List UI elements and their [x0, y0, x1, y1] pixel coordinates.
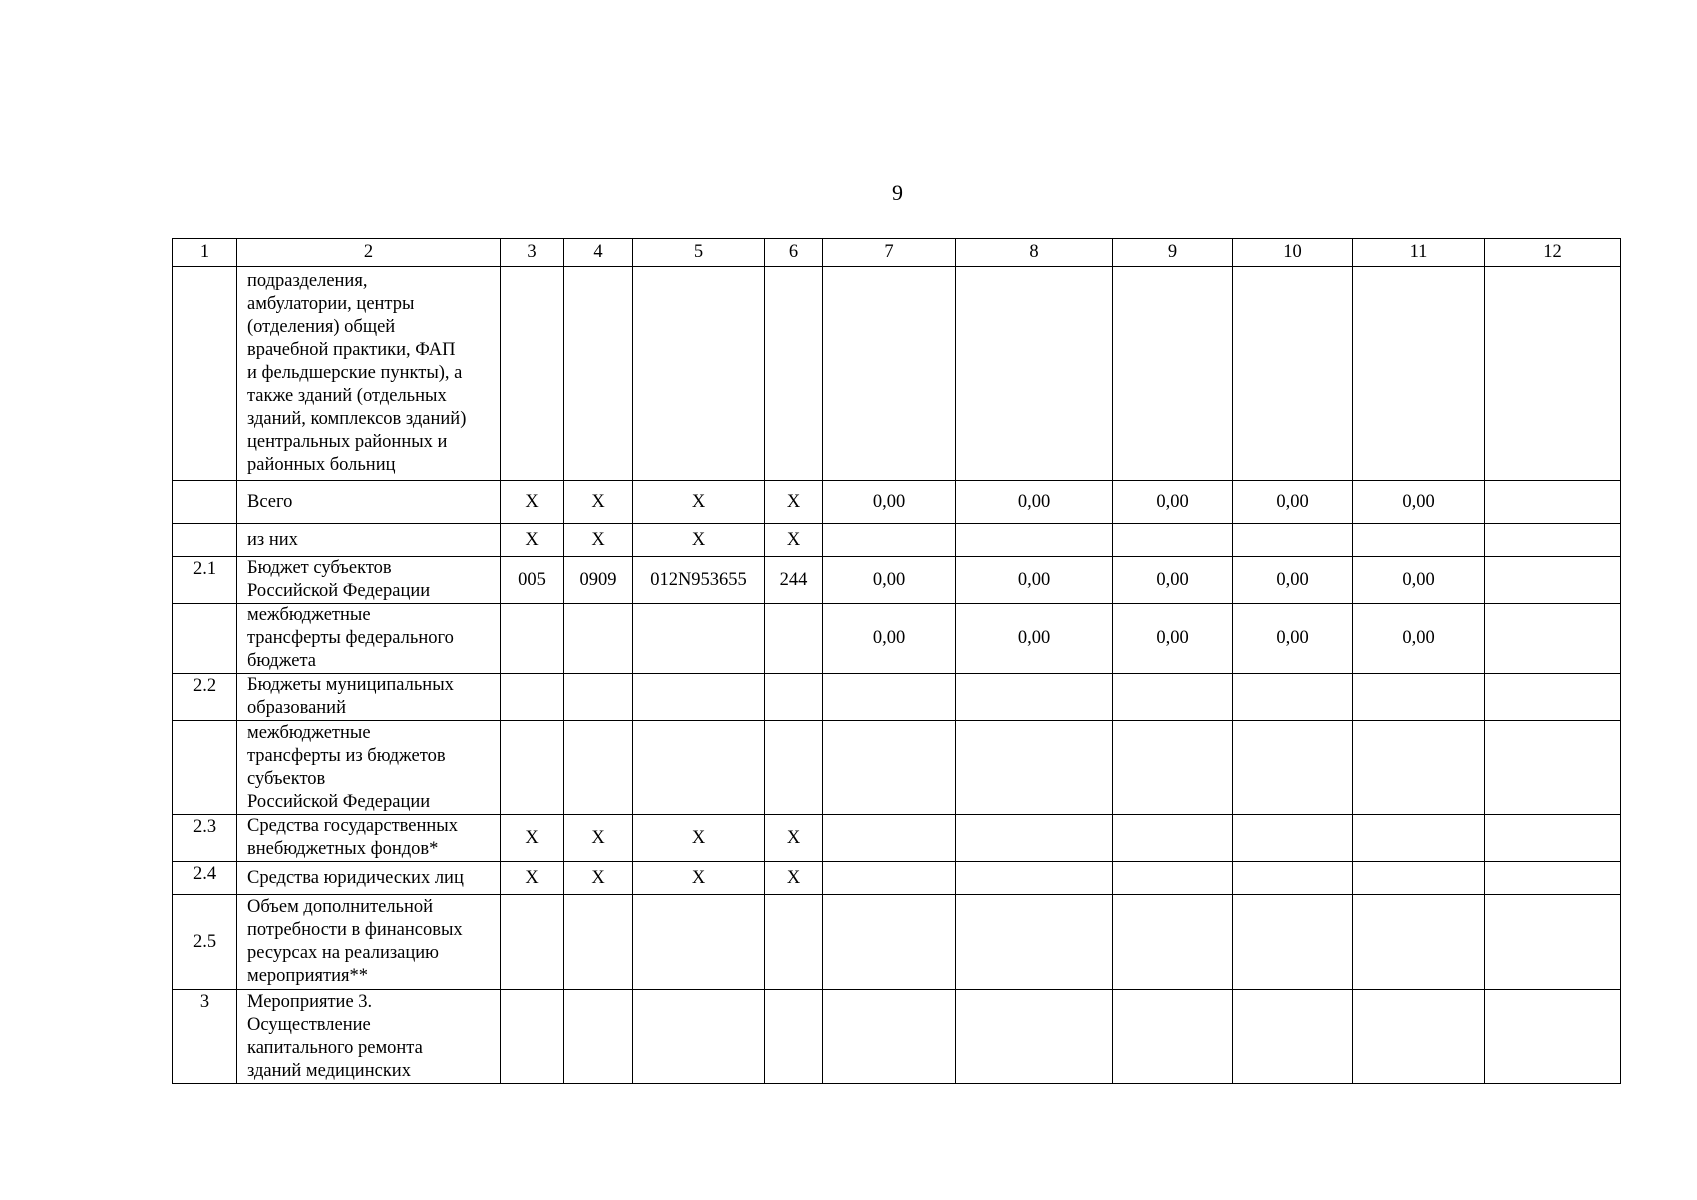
finance-table	[172, 238, 1621, 1084]
header-cell: 2	[237, 239, 501, 267]
table-row	[173, 721, 1621, 815]
value-cell-11: 0,00	[1353, 604, 1485, 674]
row-number-cell: 2.4	[173, 862, 237, 895]
value-cell-7	[823, 267, 956, 481]
value-cell-5: 012N953655	[633, 557, 765, 604]
value-cell-10	[1233, 990, 1353, 1084]
value-cell-10: 0,00	[1233, 481, 1353, 524]
value-cell-10	[1233, 267, 1353, 481]
value-cell-7: 0,00	[823, 557, 956, 604]
value-cell-10	[1233, 815, 1353, 862]
value-cell-9	[1113, 895, 1233, 990]
value-cell-8: 0,00	[956, 481, 1113, 524]
table-row	[173, 604, 1621, 674]
value-cell-6	[765, 674, 823, 721]
value-cell-12	[1485, 895, 1621, 990]
value-cell-3: 005	[501, 557, 564, 604]
value-cell-9	[1113, 862, 1233, 895]
value-cell-11	[1353, 895, 1485, 990]
value-cell-11	[1353, 815, 1485, 862]
value-cell-8	[956, 862, 1113, 895]
value-cell-9	[1113, 721, 1233, 815]
value-cell-6	[765, 267, 823, 481]
table-body	[173, 267, 1621, 1084]
value-cell-4	[564, 604, 633, 674]
row-number-cell: 2.2	[173, 674, 237, 721]
value-cell-3	[501, 895, 564, 990]
page-number: 9	[892, 180, 903, 205]
value-cell-5: X	[633, 481, 765, 524]
row-number-cell: 2.1	[173, 557, 237, 604]
value-cell-6: 244	[765, 557, 823, 604]
value-cell-5: X	[633, 815, 765, 862]
value-cell-7	[823, 862, 956, 895]
table-row	[173, 895, 1621, 990]
row-name-cell	[237, 481, 501, 524]
row-number-cell	[173, 604, 237, 674]
value-cell-11	[1353, 674, 1485, 721]
header-cell: 10	[1233, 239, 1353, 267]
value-cell-6: X	[765, 481, 823, 524]
value-cell-8	[956, 721, 1113, 815]
value-cell-10	[1233, 862, 1353, 895]
value-cell-7	[823, 815, 956, 862]
value-cell-3: X	[501, 815, 564, 862]
value-cell-11	[1353, 862, 1485, 895]
value-cell-9: 0,00	[1113, 557, 1233, 604]
value-cell-5	[633, 267, 765, 481]
value-cell-11: 0,00	[1353, 481, 1485, 524]
header-cell: 9	[1113, 239, 1233, 267]
value-cell-9	[1113, 815, 1233, 862]
value-cell-9	[1113, 524, 1233, 557]
table-row	[173, 557, 1621, 604]
value-cell-7	[823, 674, 956, 721]
row-number-cell: 3	[173, 990, 237, 1084]
value-cell-11	[1353, 267, 1485, 481]
value-cell-7	[823, 721, 956, 815]
value-cell-4: X	[564, 862, 633, 895]
value-cell-6	[765, 990, 823, 1084]
value-cell-12	[1485, 604, 1621, 674]
row-number-cell	[173, 721, 237, 815]
value-cell-8	[956, 990, 1113, 1084]
value-cell-12	[1485, 481, 1621, 524]
row-name-text: Объем дополнительной потребности в финансовых ресурсах на реализацию мероприятия**	[247, 897, 463, 986]
value-cell-8	[956, 267, 1113, 481]
table-row	[173, 862, 1621, 895]
value-cell-6: X	[765, 862, 823, 895]
value-cell-7: 0,00	[823, 604, 956, 674]
value-cell-4: X	[564, 524, 633, 557]
value-cell-5: X	[633, 524, 765, 557]
row-name-text: Средства государственных внебюджетных фондов*	[247, 816, 458, 859]
row-name-cell	[237, 604, 501, 674]
value-cell-8	[956, 815, 1113, 862]
value-cell-4	[564, 990, 633, 1084]
header-cell: 11	[1353, 239, 1485, 267]
row-name-text: межбюджетные трансферты федерального бюджета	[247, 605, 454, 671]
value-cell-7: 0,00	[823, 481, 956, 524]
value-cell-6	[765, 721, 823, 815]
value-cell-6: X	[765, 815, 823, 862]
header-cell: 5	[633, 239, 765, 267]
row-name-cell	[237, 557, 501, 604]
value-cell-10	[1233, 721, 1353, 815]
row-name-text: подразделения, амбулатории, центры (отделения) общей врачебной практики, ФАП и фельдшерские пункты), а также зданий (отдельных зданий, комплексов зданий) центральных районных и районных больниц	[247, 271, 467, 475]
row-name-cell	[237, 862, 501, 895]
row-name-text: Средства юридических лиц	[247, 867, 464, 888]
value-cell-5	[633, 674, 765, 721]
header-cell: 6	[765, 239, 823, 267]
value-cell-11: 0,00	[1353, 557, 1485, 604]
row-number-cell	[173, 267, 237, 481]
value-cell-7	[823, 524, 956, 557]
row-name-text: Бюджет субъектов Российской Федерации	[247, 558, 431, 601]
value-cell-7	[823, 895, 956, 990]
value-cell-10: 0,00	[1233, 557, 1353, 604]
value-cell-11	[1353, 990, 1485, 1084]
value-cell-5	[633, 721, 765, 815]
value-cell-12	[1485, 862, 1621, 895]
value-cell-9: 0,00	[1113, 604, 1233, 674]
row-number-cell: 2.5	[173, 895, 237, 990]
row-name-text: Бюджеты муниципальных образований	[247, 675, 454, 718]
value-cell-4	[564, 895, 633, 990]
value-cell-12	[1485, 721, 1621, 815]
value-cell-4	[564, 674, 633, 721]
header-cell: 3	[501, 239, 564, 267]
value-cell-4: X	[564, 815, 633, 862]
value-cell-5	[633, 604, 765, 674]
header-row	[173, 239, 1621, 267]
value-cell-6	[765, 604, 823, 674]
value-cell-11	[1353, 721, 1485, 815]
table-row	[173, 990, 1621, 1084]
table-row	[173, 674, 1621, 721]
value-cell-6: X	[765, 524, 823, 557]
row-name-cell	[237, 815, 501, 862]
table-row	[173, 481, 1621, 524]
table-row	[173, 267, 1621, 481]
value-cell-6	[765, 895, 823, 990]
header-cell: 12	[1485, 239, 1621, 267]
value-cell-3	[501, 604, 564, 674]
value-cell-10	[1233, 895, 1353, 990]
value-cell-11	[1353, 524, 1485, 557]
row-number-cell	[173, 481, 237, 524]
value-cell-7	[823, 990, 956, 1084]
row-name-cell	[237, 990, 501, 1084]
value-cell-8: 0,00	[956, 557, 1113, 604]
value-cell-4	[564, 267, 633, 481]
row-number-cell: 2.3	[173, 815, 237, 862]
value-cell-9	[1113, 267, 1233, 481]
table-row	[173, 815, 1621, 862]
value-cell-5	[633, 895, 765, 990]
value-cell-3	[501, 267, 564, 481]
value-cell-10	[1233, 524, 1353, 557]
row-name-text: Мероприятие 3. Осуществление капитального ремонта зданий медицинских	[247, 991, 423, 1081]
value-cell-12	[1485, 674, 1621, 721]
value-cell-4: X	[564, 481, 633, 524]
row-name-text: межбюджетные трансферты из бюджетов субъектов Российской Федерации	[247, 722, 446, 812]
value-cell-5: X	[633, 862, 765, 895]
value-cell-5	[633, 990, 765, 1084]
row-name-cell	[237, 895, 501, 990]
value-cell-3	[501, 990, 564, 1084]
row-name-cell	[237, 524, 501, 557]
table-row	[173, 524, 1621, 557]
value-cell-9	[1113, 674, 1233, 721]
header-cell: 7	[823, 239, 956, 267]
header-cell: 4	[564, 239, 633, 267]
value-cell-3	[501, 721, 564, 815]
value-cell-8	[956, 895, 1113, 990]
row-name-cell	[237, 721, 501, 815]
header-cell: 8	[956, 239, 1113, 267]
row-name-cell	[237, 674, 501, 721]
value-cell-4	[564, 721, 633, 815]
value-cell-10: 0,00	[1233, 604, 1353, 674]
value-cell-12	[1485, 990, 1621, 1084]
value-cell-3	[501, 674, 564, 721]
value-cell-3: X	[501, 481, 564, 524]
value-cell-12	[1485, 557, 1621, 604]
value-cell-12	[1485, 267, 1621, 481]
value-cell-3: X	[501, 524, 564, 557]
value-cell-9: 0,00	[1113, 481, 1233, 524]
value-cell-12	[1485, 524, 1621, 557]
row-name-text: из них	[247, 529, 298, 550]
header-cell: 1	[173, 239, 237, 267]
row-number-cell	[173, 524, 237, 557]
value-cell-8	[956, 524, 1113, 557]
value-cell-9	[1113, 990, 1233, 1084]
row-name-text: Всего	[247, 491, 293, 512]
value-cell-4: 0909	[564, 557, 633, 604]
value-cell-8	[956, 674, 1113, 721]
value-cell-10	[1233, 674, 1353, 721]
row-name-cell	[237, 267, 501, 481]
value-cell-12	[1485, 815, 1621, 862]
value-cell-3: X	[501, 862, 564, 895]
value-cell-8: 0,00	[956, 604, 1113, 674]
